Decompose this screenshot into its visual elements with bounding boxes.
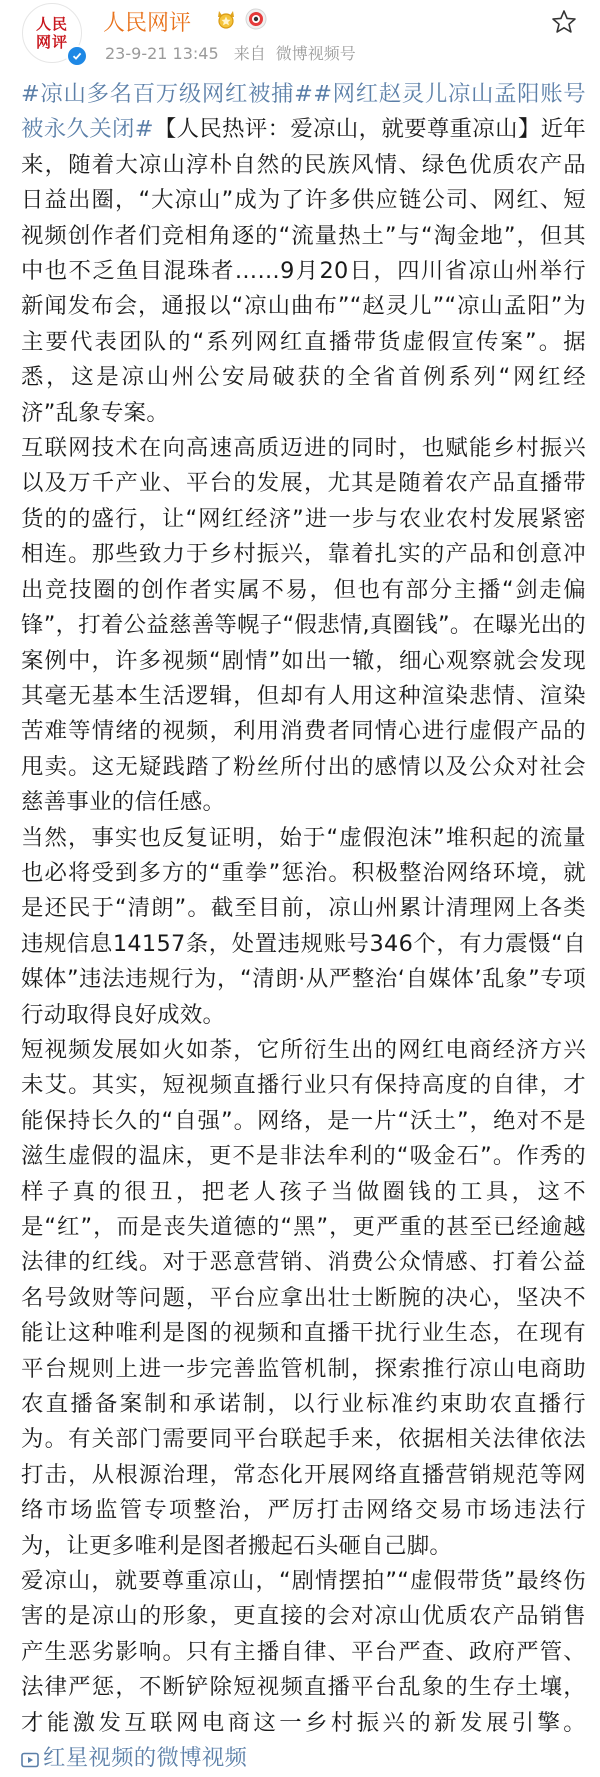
post-header bbox=[0, 0, 600, 70]
video-source-text: 红星视频的微博视频 bbox=[43, 1745, 248, 1772]
post-paragraph-3: 当然，事实也反复证明，始于“虚假泡沫”堆积起的流量也必将受到多方的“重拳”惩治。积极整治网络环境，就是还民于“清朗”。截至目前，凉山州累计清理网上各类违规信息14157条，处置违规账号346个，有力震慑“自媒体”违法违规行为，“清朗·从严整治‘自媒体’乱象”专项行动取得良好成效。 bbox=[21, 824, 586, 1028]
star-icon[interactable] bbox=[550, 8, 578, 36]
post-paragraph-5 bbox=[21, 1564, 586, 1776]
post-meta bbox=[105, 41, 366, 64]
post-content bbox=[21, 77, 586, 1777]
source-prefix: 来自 bbox=[233, 44, 266, 63]
post-paragraph-4: 短视频发展如火如荼，它所衍生出的网红电商经济方兴未艾。其实，短视频直播行业只有保持高度的自律，才能保持长久的“自强”。网络，是一片“沃土”，绝对不是滋生虚假的温床，更不是非法牟利的“吸金石”。作秀的样子真的很丑，把老人孩子当做圈钱的工具，这不是“红”，而是丧失道德的“黑”，更严重的甚至已经逾越法律的红线。对于恶意营销、消费公众情感、打着公益名号敛财等问题，平台应拿出壮士断腕的决心，坚决不能让这种唯利是图的视频和直播干扰行业生态，在现有平台规则上进一步完善监管机制，探索推行凉山电商助农直播备案制和承诺制，以行业标准约束助农直播行为。有关部门需要同平台联起手来，依据相关法律依法打击，从根源治理，常态化开展网络直播营销规范等网络市场监管专项整治，严厉打击网络交易市场违法行为，让更多唯利是图者搬起石头砸自己脚。 bbox=[21, 1036, 586, 1559]
paragraph-text: 【人民热评：爱凉山，就要尊重凉山】近年来，随着大凉山淳朴自然的民族风情、绿色优质农产品日益出圈，“大凉山”成为了许多供应链公司、网红、短视频创作者们竞相角逐的“流量热土”与“淘金地”，但其中也不乏鱼目混珠者……9月20日，四川省凉山州举行新闻发布会，通报以“凉山曲布”“赵灵儿”“凉山孟阳”为主要代表团队的“系列网红直播带货虚假宣传案”。据悉，这是凉山州公安局破获的全省首例系列“网红经济”乱象专案。 bbox=[21, 116, 587, 426]
hashtag-link[interactable]: #网红赵灵儿凉山孟阳账号被永久关闭# bbox=[21, 81, 586, 143]
gold-badge-icon bbox=[215, 8, 237, 30]
paragraph-text: 爱凉山，就要尊重凉山，“剧情摆拍”“虚假带货”最终伤害的是凉山的形象，更直接的会对凉山优质农产品销售产生恶劣影响。只有主播自律、平台严查、政府严管、法律严惩，不断铲除短视频直播平台乱象的生存土壤，才能激发互联网电商这一乡村振兴的新发展引擎。 bbox=[21, 1568, 586, 1736]
account-name[interactable]: 人民网评 bbox=[103, 11, 192, 36]
source-name[interactable]: 微博视频号 bbox=[275, 44, 356, 63]
video-source-link[interactable] bbox=[21, 1745, 247, 1771]
camera-badge-icon bbox=[245, 8, 267, 30]
video-icon bbox=[21, 1752, 39, 1768]
post-timestamp: 23-9-21 13:45 bbox=[105, 44, 219, 63]
avatar-text-line2: 网评 bbox=[35, 32, 68, 51]
post-paragraph-2: 互联网技术在向高速高质迈进的同时，也赋能乡村振兴以及万千产业、平台的发展，尤其是随着农产品直播带货的的盛行，让“网红经济”进一步与农业农村发展紧密相连。那些致力于乡村振兴，靠着扎实的产品和创意冲出竞技圈的创作者实属不易，但也有部分主播“剑走偏锋”，打着公益慈善等幌子“假悲情,真圈钱”。在曝光出的案例中，许多视频“剧情”如出一辙，细心观察就会发现其毫无基本生活逻辑，但却有人用这种渲染悲情、渲染苦难等情绪的视频，利用消费者同情心进行虚假产品的甩卖。这无疑践踏了粉丝所付出的感情以及公众对社会慈善事业的信任感。 bbox=[21, 435, 587, 816]
verified-badge-icon bbox=[66, 45, 88, 67]
post-paragraph-1 bbox=[21, 77, 586, 431]
hashtag-link[interactable]: #凉山多名百万级网红被捕# bbox=[21, 81, 314, 107]
avatar-text-line1: 人民 bbox=[35, 14, 68, 33]
